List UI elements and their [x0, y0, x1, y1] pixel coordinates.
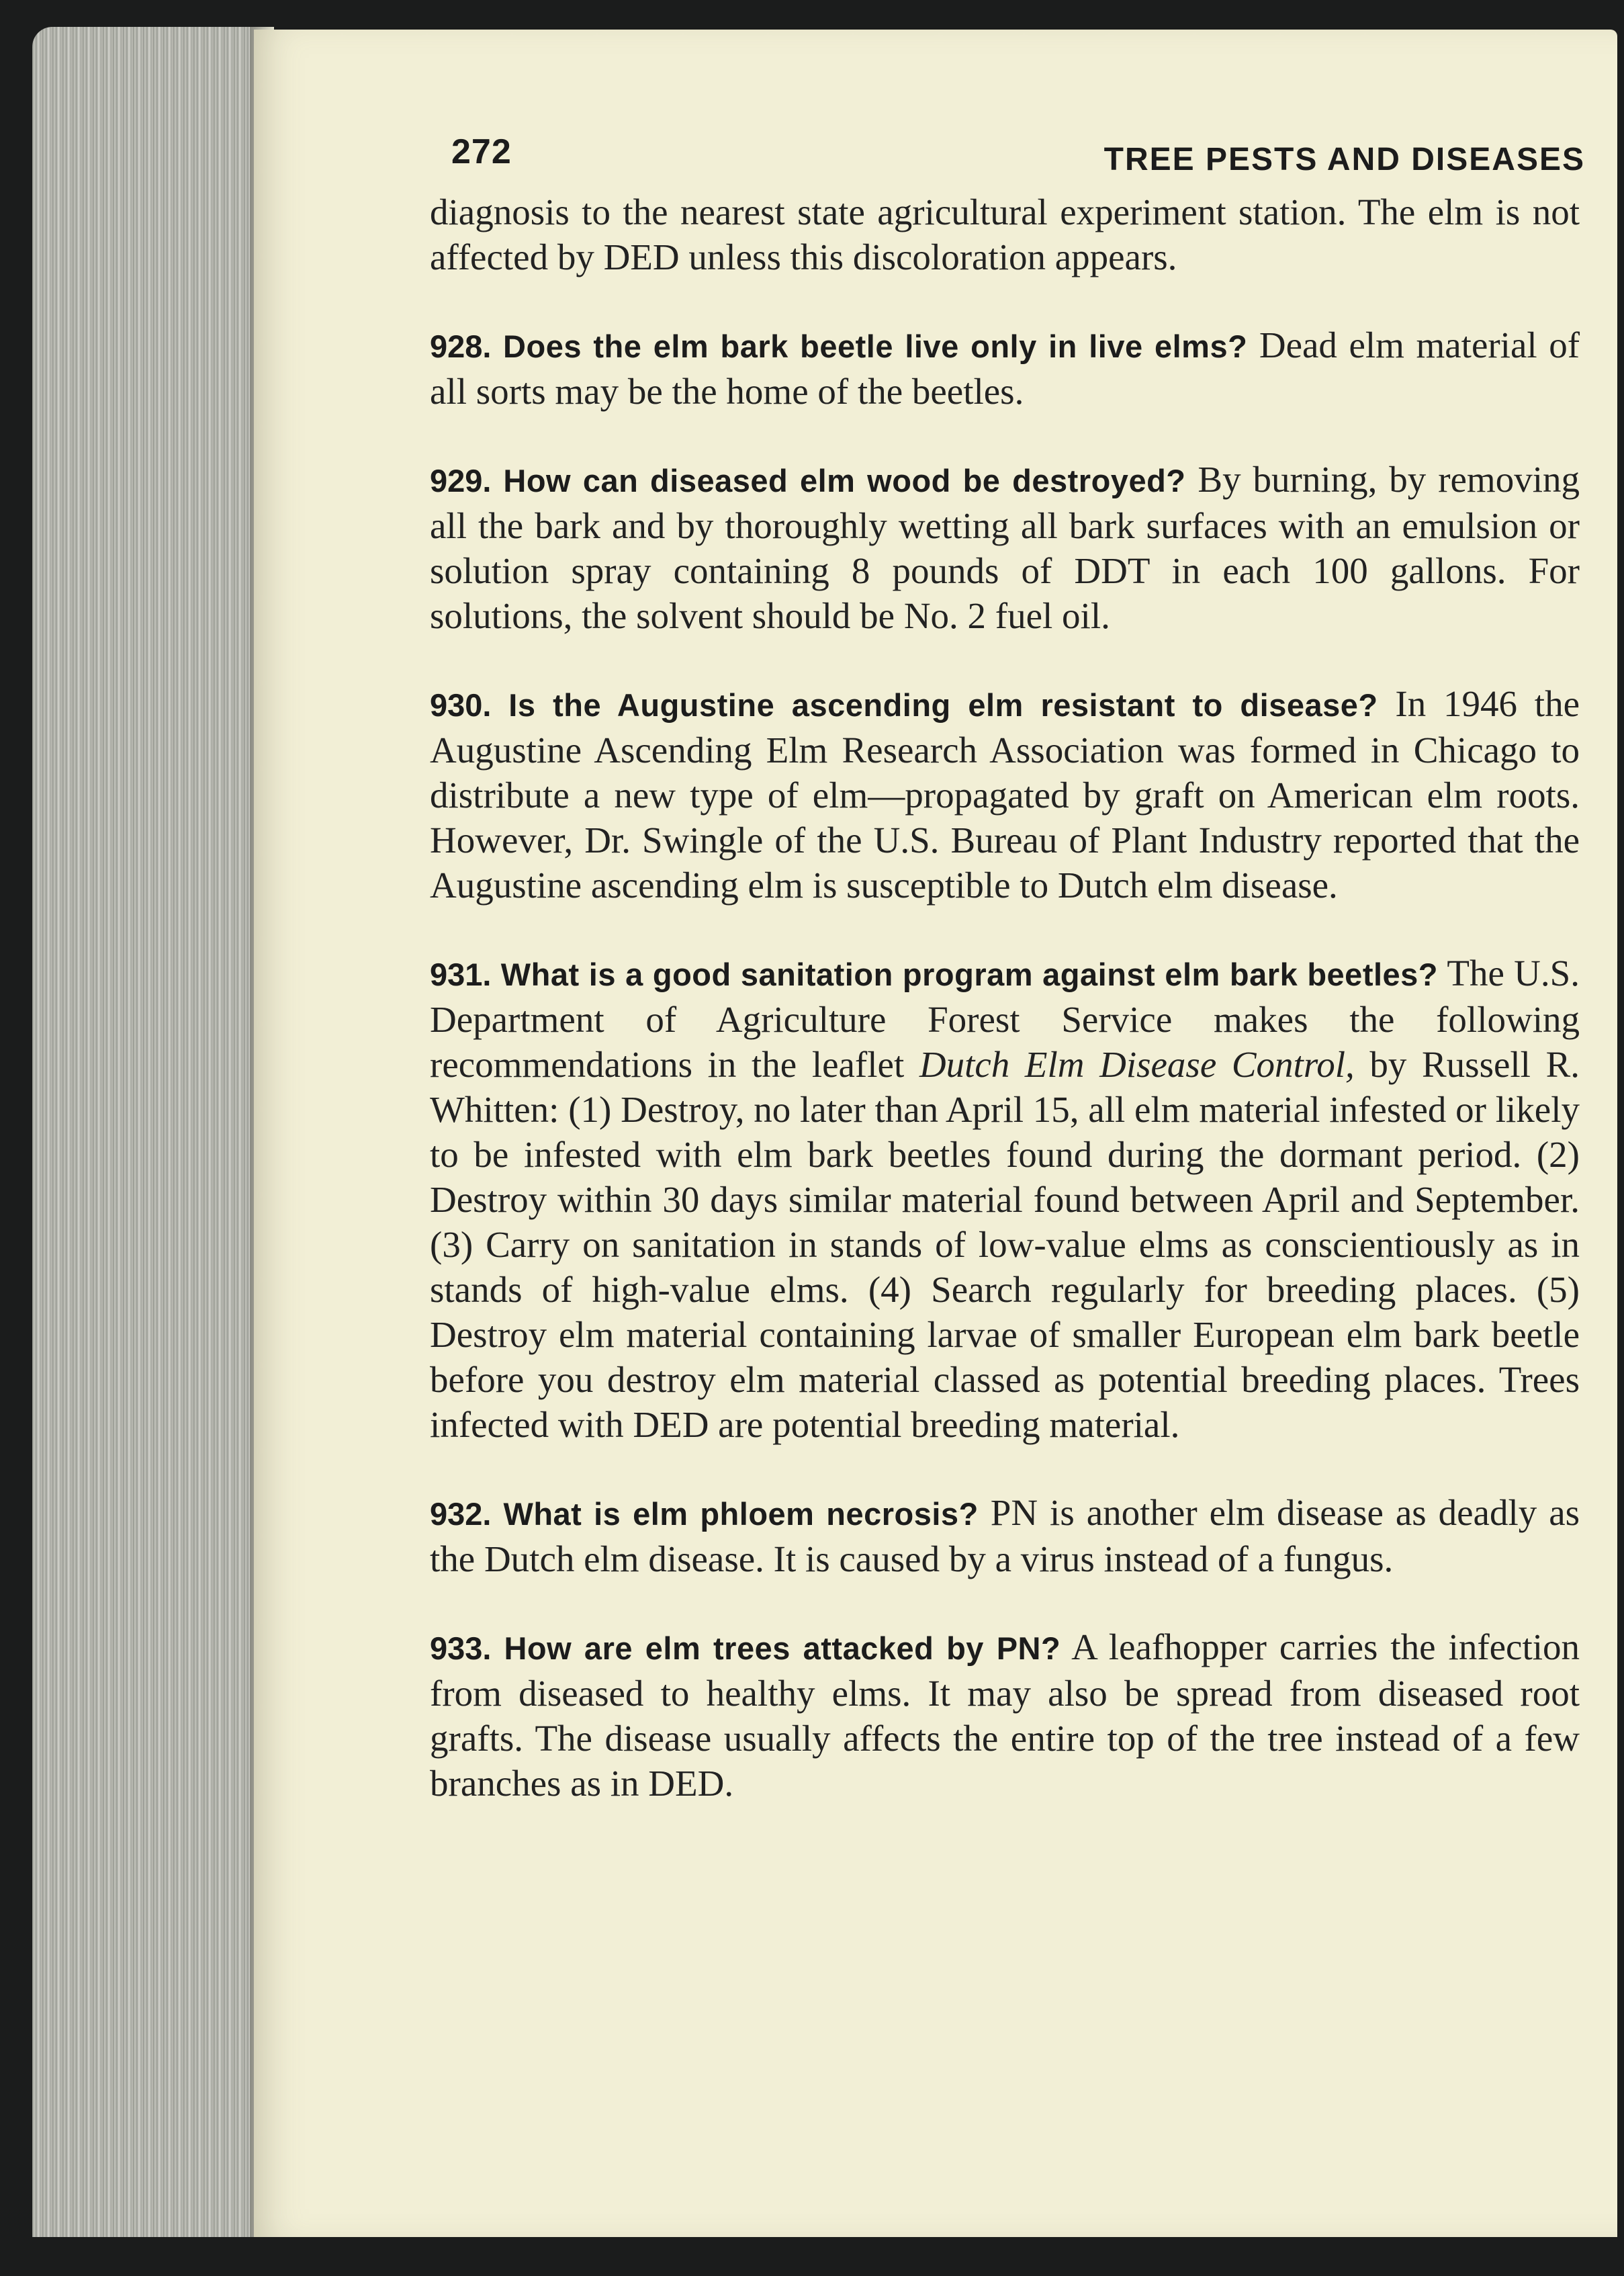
entry-932	[430, 1490, 1580, 1581]
entry-number: 933.	[430, 1630, 492, 1666]
entry-answer-after: by Russell R. Whitten: (1) Destroy, no later than April 15, all elm material infested or likely to be infested with elm bark beetles found during the dormant period. (2) Destroy within 30 days similar material found between April and September. (3) Carry on sanitation in stands of low-value elms as conscientiously as in stands of high-value elms. (4) Search regularly for breeding places. (5) Destroy elm material containing larvae of smaller European elm bark beetle before you destroy elm material classed as potential breeding places. Trees infected with DED are potential breeding material.	[430, 1044, 1580, 1445]
entry-question: What is elm phloem necrosis?	[503, 1496, 979, 1532]
entry-question: How are elm trees attacked by PN?	[504, 1630, 1061, 1666]
entry-answer: Dead elm material of all sorts may be the home of the beetles.	[430, 324, 1580, 412]
entry-answer: A leafhopper carries the infection from diseased to healthy elms. It may also be spread from diseased root grafts. The disease usually affects the entire top of the tree instead of a few branches as in DED.	[430, 1626, 1580, 1804]
entry-answer: In 1946 the Augustine Ascending Elm Research Association was formed in Chicago to distribute a new type of elm—propagated by graft on American elm roots. However, Dr. Swingle of the U.S. Bureau of Plant Industry reported that the Augustine ascending elm is susceptible to Dutch elm disease.	[430, 683, 1580, 906]
entry-question: Is the Augustine ascending elm resistant to disease?	[508, 687, 1378, 723]
entry-number: 929.	[430, 463, 492, 498]
entry-question: Does the elm bark beetle live only in live elms?	[503, 329, 1248, 364]
entry-number: 928.	[430, 329, 492, 364]
entry-928	[430, 322, 1580, 414]
continuation-paragraph	[430, 189, 1580, 279]
page-header	[451, 132, 1585, 185]
page-number: 272	[451, 132, 512, 171]
entry-931	[430, 951, 1580, 1447]
running-head: TREE PESTS AND DISEASES	[1103, 142, 1585, 177]
entry-answer: PN is another elm disease as deadly as the Dutch elm disease. It is caused by a virus instead of a fungus.	[430, 1492, 1580, 1579]
entry-question: How can diseased elm wood be destroyed?	[503, 463, 1186, 498]
entry-number: 932.	[430, 1496, 492, 1532]
entry-question: What is a good sanitation program against elm bark beetles?	[500, 957, 1439, 992]
entry-number: 931.	[430, 957, 492, 992]
entry-answer-before: The U.S. Department of Agriculture Forest Service makes the following recommendations in the leaflet	[430, 953, 1580, 1085]
leaflet-title: Dutch Elm Disease Control,	[919, 1044, 1355, 1085]
entry-929	[430, 457, 1580, 638]
entry-number: 930.	[430, 687, 492, 723]
entry-930	[430, 681, 1580, 908]
entry-933	[430, 1624, 1580, 1806]
page-body	[430, 189, 1580, 1849]
continuation-text: diagnosis to the nearest state agricultural experiment station. The elm is not affected by DED unless this discoloration appears.	[430, 191, 1580, 277]
entry-answer: By burning, by removing all the bark and by thoroughly wetting all bark surfaces with an emulsion or solution spray containing 8 pounds of DDT in each 100 gallons. For solutions, the solvent should be No. 2 fuel oil.	[430, 459, 1580, 636]
book-page-edges	[32, 27, 274, 2237]
